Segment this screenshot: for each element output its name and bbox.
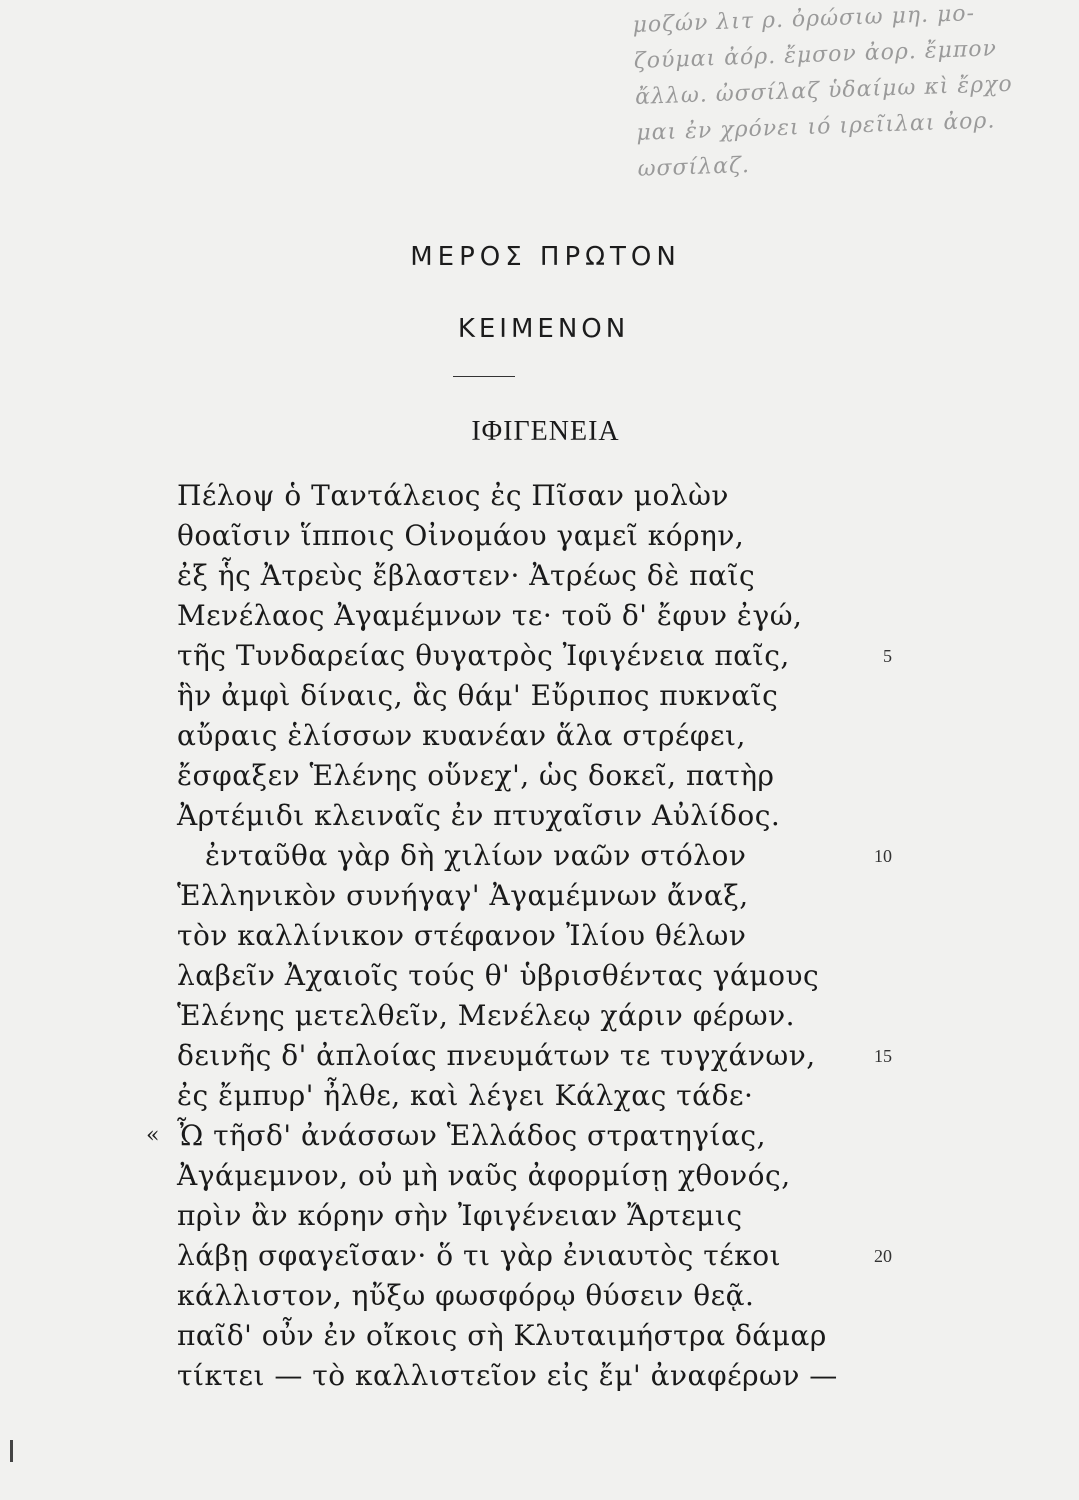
- verse-line: [0, 1276, 1079, 1316]
- verse-line: [0, 756, 1079, 796]
- handwritten-annotation: [632, 0, 1078, 188]
- verse-number: 20: [874, 1246, 892, 1266]
- annotation-line: ἄλλω. ὠσσίλαζ ὑδαίμω κὶ ἔρχο: [634, 71, 1014, 110]
- verse-number: 15: [874, 1046, 892, 1066]
- verse-text: θοαῖσιν ἵπποις Οἰνομάου γαμεῖ κόρην,: [177, 519, 745, 552]
- verse-text: πρὶν ἂν κόρην σὴν Ἰφιγένειαν Ἄρτεμις: [177, 1199, 743, 1232]
- verse-line: [0, 476, 1079, 516]
- verse-line: [0, 1236, 1079, 1276]
- play-title: ΙΦΙΓΕΝΕΙΑ: [471, 416, 620, 447]
- verse-line: [0, 1356, 1079, 1396]
- verse-text: παῖδ' οὖν ἐν οἴκοις σὴ Κλυταιμήστρα δάμαρ: [177, 1319, 827, 1352]
- verse-text: τίκτει — τὸ καλλιστεῖον εἰς ἔμ' ἀναφέρων —: [177, 1359, 838, 1392]
- verse-text: ἔσφαξεν Ἑλένης οὕνεχ', ὡς δοκεῖ, πατὴρ: [177, 759, 775, 792]
- verse-text: λαβεῖν Ἀχαιοῖς τούς θ' ὑβρισθέντας γάμους: [177, 959, 820, 992]
- verse-line: [0, 716, 1079, 756]
- verse-text: ἐξ ἧς Ἀτρεὺς ἔβλαστεν· Ἀτρέως δὲ παῖς: [177, 559, 756, 592]
- verse-text: Ὦ τῆσδ' ἀνάσσων Ἑλλάδος στρατηγίας,: [177, 1119, 766, 1152]
- verse-text: κάλλιστον, ηὔξω φωσφόρῳ θύσειν θεᾷ.: [177, 1279, 755, 1312]
- binding-edge-mark: [10, 1440, 13, 1462]
- verse-text: ἣν ἀμφὶ δίναις, ἃς θάμ' Εὔριπος πυκναῖς: [177, 679, 779, 712]
- verse-text: αὔραις ἑλίσσων κυανέαν ἅλα στρέφει,: [177, 719, 746, 752]
- verse-text: τὸν καλλίνικον στέφανον Ἰλίου θέλων: [177, 919, 747, 952]
- verse-line: [0, 876, 1079, 916]
- verse-text: Μενέλαος Ἀγαμέμνων τε· τοῦ δ' ἔφυν ἐγώ,: [177, 599, 803, 632]
- verse-line: [0, 596, 1079, 636]
- verse-text: ἐνταῦθα γὰρ δὴ χιλίων ναῶν στόλον: [205, 839, 747, 872]
- verse-line: [0, 836, 1079, 876]
- verse-number: 10: [874, 846, 892, 866]
- verse-line: [0, 556, 1079, 596]
- verse-line: [0, 1076, 1079, 1116]
- verse-text: λάβῃ σφαγεῖσαν· ὅ τι γὰρ ἐνιαυτὸς τέκοι: [177, 1239, 782, 1272]
- section-title: ΚΕΙΜΕΝΟΝ: [457, 314, 630, 344]
- annotation-line: ζούμαι ἀόρ. ἔμσον ἀορ. ἔμπον: [633, 36, 998, 74]
- verse-line: [0, 1156, 1079, 1196]
- verse-line: [0, 516, 1079, 556]
- annotation-line: ωσσίλαζ.: [637, 152, 751, 182]
- verse-line: [0, 916, 1079, 956]
- verse-number: 5: [883, 646, 892, 666]
- verse-line: [0, 1316, 1079, 1356]
- verse-line: [0, 636, 1079, 676]
- verse-line: [0, 996, 1079, 1036]
- verse-text: Ἑλληνικὸν συνήγαγ' Ἀγαμέμνων ἄναξ,: [177, 879, 749, 912]
- verse-text: Ἀγάμεμνον, οὐ μὴ ναῦς ἀφορμίσῃ χθονός,: [177, 1159, 791, 1192]
- verse-line: [0, 796, 1079, 836]
- verse-text: τῆς Τυνδαρείας θυγατρὸς Ἰφιγένεια παῖς,: [177, 639, 790, 672]
- verse-line: [0, 956, 1079, 996]
- verse-line: [0, 1116, 1079, 1156]
- title-divider: [453, 376, 515, 377]
- verse-text: Ἀρτέμιδι κλειναῖς ἐν πτυχαῖσιν Αὐλίδος.: [177, 799, 781, 832]
- verse-text: ἐς ἔμπυρ' ἦλθε, καὶ λέγει Κάλχας τάδε·: [177, 1079, 754, 1112]
- verse-text: Ἑλένης μετελθεῖν, Μενέλεῳ χάριν φέρων.: [177, 999, 796, 1032]
- annotation-line: μαι ἐν χρόνει ιό ιρεῖιλαι ἀορ.: [635, 108, 996, 146]
- verse-line: [0, 676, 1079, 716]
- opening-quote-mark: «: [146, 1123, 160, 1148]
- part-title: ΜΕΡΟΣ ΠΡΩΤΟΝ: [410, 242, 681, 272]
- annotation-line: μοζών λιτ ρ. ὀρώσιω μη. μο-: [632, 1, 976, 38]
- verse-line: [0, 1196, 1079, 1236]
- verse-line: [0, 1036, 1079, 1076]
- verse-text: Πέλοψ ὁ Ταντάλειος ἐς Πῖσαν μολὼν: [177, 479, 729, 512]
- verse-text: δεινῆς δ' ἀπλοίας πνευμάτων τε τυγχάνων,: [177, 1039, 816, 1072]
